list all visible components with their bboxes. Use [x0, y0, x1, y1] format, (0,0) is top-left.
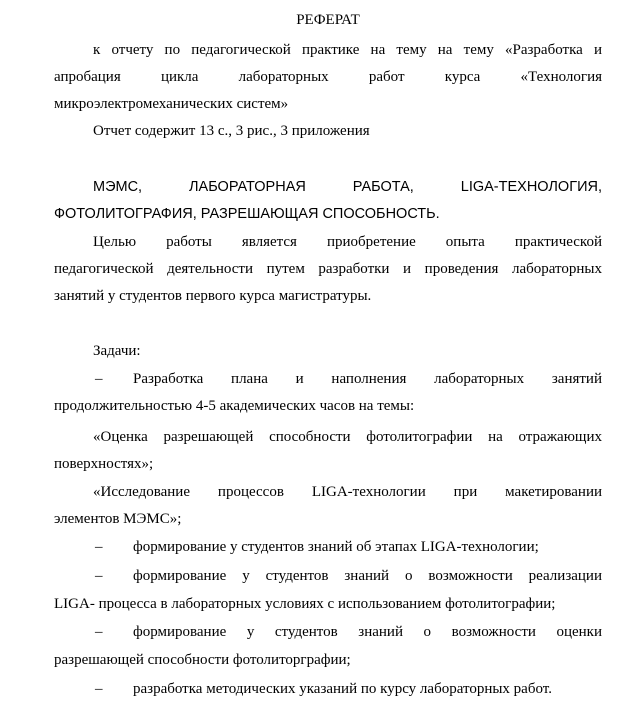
- document-title: РЕФЕРАТ: [296, 12, 360, 28]
- list-dash: –: [95, 624, 103, 640]
- goal-line-2: педагогической деятельности путем разработки и проведения лабораторных: [54, 261, 602, 277]
- summary-text: Отчет содержит 13 с., 3 рис., 3 приложения: [93, 123, 370, 139]
- list-dash: –: [95, 539, 103, 555]
- task-4-line-2: разрешающей способности фотолиторграфии;: [54, 652, 351, 668]
- theme-2-line-1: «Исследование процессов LIGA-технологии при макетировании: [93, 484, 602, 500]
- task-3-line-2: LIGA- процесса в лабораторных условиях с использованием фотолитографии;: [54, 596, 556, 612]
- keywords-line-1: МЭМС, ЛАБОРАТОРНАЯ РАБОТА, LIGA-ТЕХНОЛОГИЯ,: [93, 179, 602, 195]
- intro-line-2: апробация цикла лабораторных работ курса «Технология: [54, 69, 602, 85]
- goal-line-1: Целью работы является приобретение опыта практической: [93, 234, 602, 250]
- tasks-heading: Задачи:: [93, 343, 141, 359]
- theme-1-line-1: «Оценка разрешающей способности фотолитографии на отражающих: [93, 429, 602, 445]
- task-4-line-1: формирование у студентов знаний о возможности оценки: [133, 624, 602, 640]
- list-dash: –: [95, 371, 103, 387]
- theme-2-line-2: элементов МЭМС»;: [54, 511, 182, 527]
- list-dash: –: [95, 568, 103, 584]
- task-3-line-1: формирование у студентов знаний о возможности реализации: [133, 568, 602, 584]
- goal-line-3: занятий у студентов первого курса магистратуры.: [54, 288, 372, 304]
- theme-1-line-2: поверхностях»;: [54, 456, 154, 472]
- task-1-line-2: продолжительностью 4-5 академических часов на темы:: [54, 398, 415, 414]
- task-2: формирование у студентов знаний об этапах LIGA-технологии;: [133, 539, 539, 555]
- keywords-line-2: ФОТОЛИТОГРАФИЯ, РАЗРЕШАЮЩАЯ СПОСОБНОСТЬ.: [54, 206, 440, 222]
- intro-line-3: микроэлектромеханических систем»: [54, 96, 289, 112]
- intro-line-1: к отчету по педагогической практике на тему на тему «Разработка и: [93, 42, 602, 58]
- task-1-line-1: Разработка плана и наполнения лабораторных занятий: [133, 371, 602, 387]
- task-5: разработка методических указаний по курсу лабораторных работ.: [133, 681, 552, 697]
- list-dash: –: [95, 681, 103, 697]
